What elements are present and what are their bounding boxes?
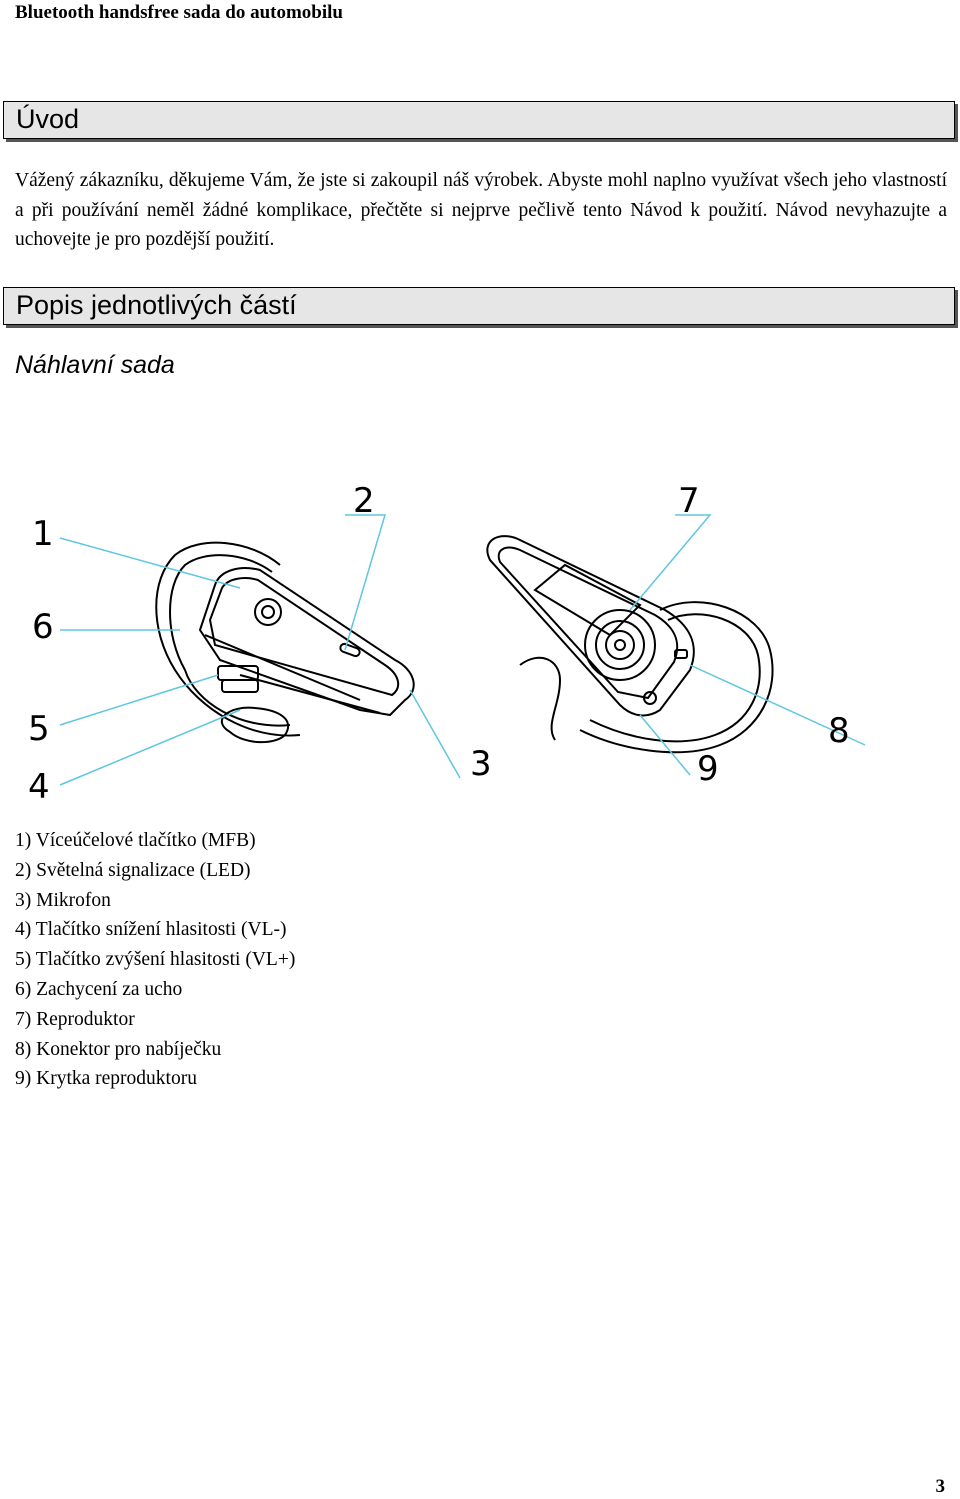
callout-label-2: 2 bbox=[353, 481, 375, 521]
running-header: Bluetooth handsfree sada do automobilu bbox=[15, 2, 343, 23]
list-item: 8) Konektor pro nabíječku bbox=[15, 1038, 222, 1060]
leader-3 bbox=[410, 690, 460, 778]
list-item: 6) Zachycení za ucho bbox=[15, 978, 183, 1000]
callout-label-9: 9 bbox=[697, 749, 719, 789]
callout-label-8: 8 bbox=[828, 711, 850, 751]
callout-label-1: 1 bbox=[32, 514, 54, 554]
list-item: 7) Reproduktor bbox=[15, 1008, 135, 1030]
list-item: 1) Víceúčelové tlačítko (MFB) bbox=[15, 830, 256, 851]
callout-leaders bbox=[60, 515, 865, 785]
list-item: 5) Tlačítko zvýšení hlasitosti (VL+) bbox=[15, 949, 296, 971]
list-item: 3) Mikrofon bbox=[15, 889, 111, 911]
intro-paragraph: Vážený zákazníku, děkujeme Vám, že jste si zakoupil náš výrobek. Abyste mohl naplno využívat všech jeho vlastností a při používání neměl žádné komplikace, přečtěte si nejprve pečlivě tento Návod k použití. Návod nevyhazujte a uchovejte je pro pozdější použití. bbox=[15, 170, 947, 250]
section-heading-parts bbox=[3, 287, 955, 325]
list-item: 2) Světelná signalizace (LED) bbox=[15, 859, 251, 881]
page-number: 3 bbox=[935, 1476, 945, 1497]
list-item: 4) Tlačítko snížení hlasitosti (VL-) bbox=[15, 919, 287, 941]
headset-back-drawing bbox=[487, 536, 772, 752]
callout-label-4: 4 bbox=[28, 767, 50, 807]
callout-label-6: 6 bbox=[32, 607, 54, 647]
leader-5 bbox=[60, 675, 218, 725]
parts-list bbox=[15, 826, 295, 1094]
section-title: Popis jednotlivých částí bbox=[16, 290, 297, 320]
leader-9 bbox=[640, 715, 690, 775]
callout-label-5: 5 bbox=[28, 709, 50, 749]
headset-diagram bbox=[0, 470, 960, 810]
leader-2 bbox=[345, 515, 385, 650]
headset-front-drawing bbox=[156, 543, 413, 743]
section-title: Úvod bbox=[16, 104, 80, 134]
section-heading-intro bbox=[3, 101, 955, 139]
leader-4 bbox=[60, 710, 240, 785]
leader-1 bbox=[60, 538, 240, 588]
callout-label-7: 7 bbox=[678, 481, 700, 521]
leader-7 bbox=[630, 515, 710, 610]
list-item: 9) Krytka reproduktoru bbox=[15, 1068, 197, 1090]
callout-label-3: 3 bbox=[470, 744, 492, 784]
subsection-title: Náhlavní sada bbox=[15, 351, 175, 379]
